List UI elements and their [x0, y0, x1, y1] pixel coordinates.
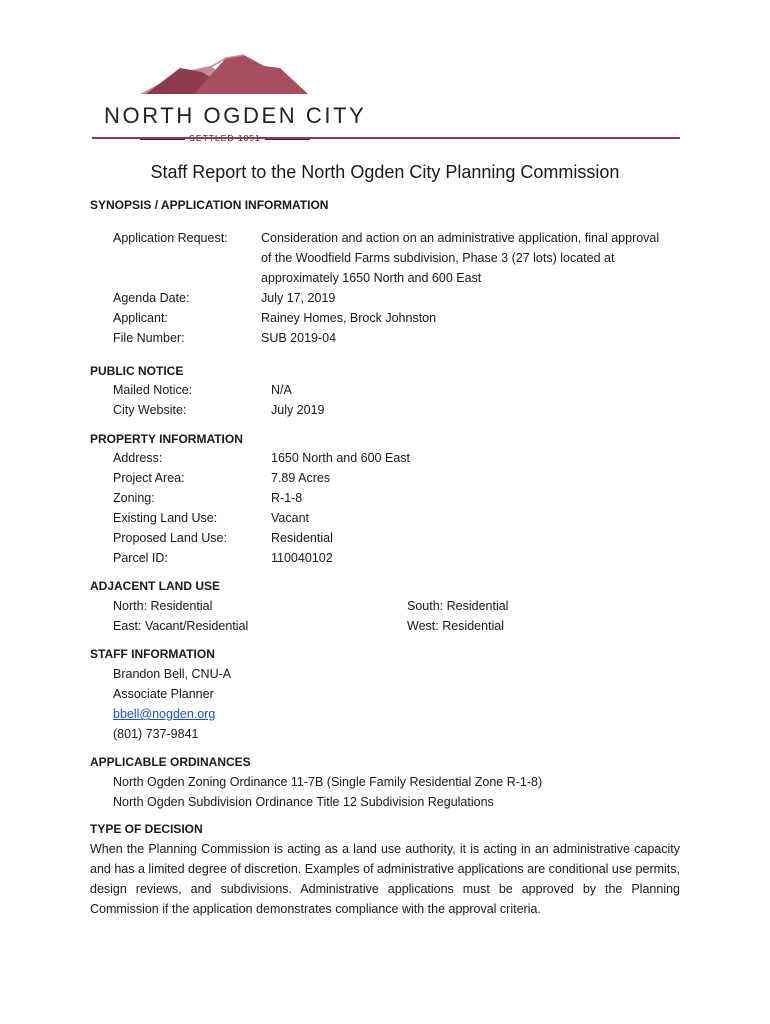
file-label: File Number: — [113, 331, 185, 345]
request-line-3: approximately 1650 North and 600 East — [261, 271, 482, 285]
property-value-existing-use: Vacant — [271, 511, 309, 525]
staff-role: Associate Planner — [113, 687, 214, 701]
ordinances-heading: APPLICABLE ORDINANCES — [90, 755, 251, 769]
applicant-value: Rainey Homes, Brock Johnston — [261, 311, 437, 325]
public-notice-heading: PUBLIC NOTICE — [90, 364, 184, 378]
ordinance-item: North Ogden Zoning Ordinance 11-7B (Single Family Residential Zone R-1-8) — [113, 775, 543, 789]
property-label-existing-use: Existing Land Use: — [113, 511, 218, 525]
staff-email-link[interactable]: bbell@nogden.org — [113, 707, 216, 721]
city-name: NORTH OGDEN CITY — [104, 103, 367, 128]
city-website-label: City Website: — [113, 403, 187, 417]
property-value-proposed-use: Residential — [271, 531, 333, 545]
staff-heading: STAFF INFORMATION — [90, 647, 215, 661]
property-label-address: Address: — [113, 451, 163, 465]
agenda-label: Agenda Date: — [113, 291, 190, 305]
property-value-parcel: 110040102 — [271, 551, 333, 565]
mountain-logo-icon — [140, 52, 308, 96]
adjacent-west: West: Residential — [407, 619, 505, 633]
staff-name: Brandon Bell, CNU-A — [113, 667, 232, 681]
mailed-notice-label: Mailed Notice: — [113, 383, 193, 397]
request-line-1: Consideration and action on an administrative application, final approval — [261, 231, 660, 245]
adjacent-south: South: Residential — [407, 599, 509, 613]
property-label-zoning: Zoning: — [113, 491, 155, 505]
adjacent-heading: ADJACENT LAND USE — [90, 579, 221, 593]
adjacent-north: North: Residential — [113, 599, 213, 613]
staff-phone: (801) 737-9841 — [113, 727, 199, 741]
ordinance-item: North Ogden Subdivision Ordinance Title 12 Subdivision Regulations — [113, 795, 494, 809]
property-heading: PROPERTY INFORMATION — [90, 432, 243, 446]
file-value: SUB 2019-04 — [261, 331, 337, 345]
property-label-parcel: Parcel ID: — [113, 551, 168, 565]
decision-heading: TYPE OF DECISION — [90, 822, 203, 836]
property-value-address: 1650 North and 600 East — [271, 451, 410, 465]
property-label-proposed-use: Proposed Land Use: — [113, 531, 227, 545]
header-rule — [92, 137, 680, 139]
request-line-2: of the Woodfield Farms subdivision, Phase 3 (27 lots) located at — [261, 251, 615, 265]
applicant-label: Applicant: — [113, 311, 168, 325]
decision-paragraph: When the Planning Commission is acting as a land use authority, it is acting in an administrative capacity and has a limited degree of discretion. Examples of administrative applications are conditional use permits, design reviews, and subdivisions. Administrative applications must be approved by the Planning Commission if the application demonstrates compliance with the approval criteria. — [90, 842, 680, 916]
request-label: Application Request: — [113, 231, 228, 245]
property-value-area: 7.89 Acres — [271, 471, 331, 485]
city-website-value: July 2019 — [271, 403, 325, 417]
report-title: Staff Report to the North Ogden City Planning Commission — [150, 162, 620, 182]
property-label-area: Project Area: — [113, 471, 185, 485]
property-value-zoning: R-1-8 — [271, 491, 303, 505]
adjacent-east: East: Vacant/Residential — [113, 619, 249, 633]
synopsis-heading: SYNOPSIS / APPLICATION INFORMATION — [90, 198, 329, 212]
agenda-value: July 17, 2019 — [261, 291, 336, 305]
mailed-notice-value: N/A — [271, 383, 292, 397]
